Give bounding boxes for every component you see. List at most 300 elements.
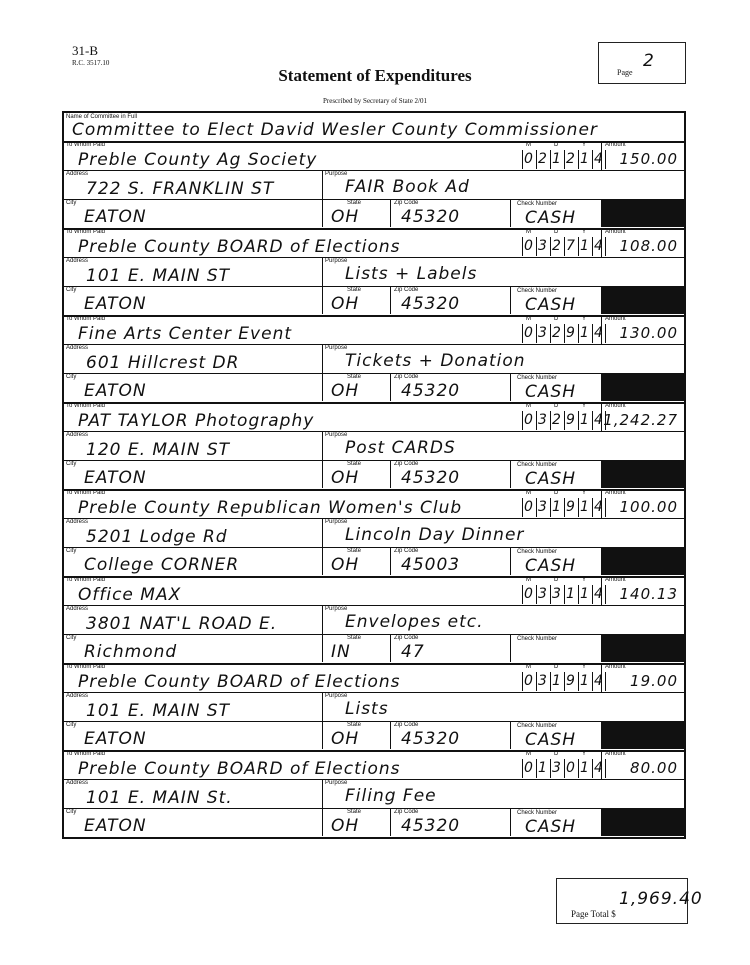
address-label: Address bbox=[66, 780, 89, 786]
day-label: D bbox=[554, 577, 559, 583]
to-whom-label: To Whom Paid bbox=[66, 664, 106, 670]
state-label: State bbox=[347, 287, 362, 293]
date-digit-box bbox=[550, 237, 564, 256]
committee-row bbox=[64, 113, 684, 143]
zip-cell bbox=[390, 634, 510, 662]
page-total-value: 1,969.40 bbox=[619, 889, 703, 909]
purpose-cell bbox=[322, 518, 684, 547]
date-digit-box bbox=[522, 324, 536, 343]
date-digit-box bbox=[522, 411, 536, 430]
expenditure-entry bbox=[64, 663, 684, 752]
date-digit-box bbox=[536, 324, 550, 343]
blacked-out-cell bbox=[601, 373, 684, 401]
to-whom-label: To Whom Paid bbox=[66, 490, 106, 496]
date-digit: 0 bbox=[524, 760, 533, 776]
address-value: 601 Hillcrest DR bbox=[86, 353, 240, 373]
date-digit-box bbox=[564, 324, 578, 343]
date-digit-box bbox=[522, 150, 536, 169]
city-label: City bbox=[66, 722, 77, 728]
check-value: CASH bbox=[525, 817, 577, 837]
amount-label: Amount bbox=[605, 403, 626, 409]
date-digit-box bbox=[550, 411, 564, 430]
zip-value: 45320 bbox=[401, 381, 461, 401]
amount-label: Amount bbox=[605, 490, 626, 496]
purpose-value: Tickets + Donation bbox=[345, 351, 526, 371]
blacked-out-cell bbox=[601, 634, 684, 662]
date-digit-box bbox=[578, 237, 592, 256]
date-digit: 0 bbox=[524, 499, 533, 515]
date-digit: 4 bbox=[594, 325, 603, 341]
committee-name: Committee to Elect David Wesler County Commissioner bbox=[72, 120, 598, 140]
day-label: D bbox=[554, 316, 559, 322]
purpose-label: Purpose bbox=[325, 606, 348, 612]
date-digit: 4 bbox=[594, 412, 603, 428]
blacked-out-cell bbox=[601, 721, 684, 749]
state-cell bbox=[322, 460, 390, 488]
date-digit: 4 bbox=[594, 238, 603, 254]
date-digit: 4 bbox=[594, 586, 603, 602]
payee-name: Preble County Republican Women's Club bbox=[78, 498, 463, 518]
date-digit-box bbox=[550, 324, 564, 343]
date-digit: 1 bbox=[580, 238, 589, 254]
date-digit: 1 bbox=[580, 586, 589, 602]
city-row bbox=[64, 721, 684, 749]
city-row bbox=[64, 199, 684, 227]
day-label: D bbox=[554, 142, 559, 148]
date-digit: 0 bbox=[524, 673, 533, 689]
amount-label: Amount bbox=[605, 229, 626, 235]
date-digit-box bbox=[564, 498, 578, 517]
date-digit: 1 bbox=[580, 412, 589, 428]
purpose-value: FAIR Book Ad bbox=[345, 177, 470, 197]
date-digit-box bbox=[578, 759, 592, 778]
zip-label: Zip Code bbox=[394, 809, 419, 815]
expenditure-entry bbox=[64, 315, 684, 404]
zip-cell bbox=[390, 460, 510, 488]
payee-name: Fine Arts Center Event bbox=[78, 324, 293, 344]
city-value: College CORNER bbox=[84, 555, 240, 575]
blacked-out-cell bbox=[601, 808, 684, 836]
purpose-cell bbox=[322, 170, 684, 199]
date-digit: 3 bbox=[538, 412, 547, 428]
payee-row bbox=[64, 576, 684, 606]
address-label: Address bbox=[66, 693, 89, 699]
page-label: Page bbox=[617, 68, 633, 77]
city-value: EATON bbox=[84, 294, 147, 314]
date-digit-box bbox=[564, 759, 578, 778]
date-digit: 3 bbox=[538, 238, 547, 254]
year-label: Y bbox=[582, 142, 587, 148]
state-label: State bbox=[347, 461, 362, 467]
month-label: M bbox=[526, 577, 531, 583]
date-digit: 1 bbox=[580, 151, 589, 167]
address-value: 3801 NAT'L ROAD E. bbox=[86, 614, 278, 634]
form-number: 31-B bbox=[72, 43, 98, 58]
page-total-box bbox=[556, 878, 703, 924]
address-label: Address bbox=[66, 606, 89, 612]
amount-cell bbox=[601, 663, 684, 692]
amount-value: 150.00 bbox=[619, 150, 678, 168]
city-row bbox=[64, 460, 684, 488]
check-number-label: Check Number bbox=[517, 288, 558, 294]
expenditure-entry bbox=[64, 141, 684, 230]
address-label: Address bbox=[66, 258, 89, 264]
state-label: State bbox=[347, 809, 362, 815]
zip-value: 45003 bbox=[401, 555, 461, 575]
address-row bbox=[64, 344, 684, 374]
to-whom-label: To Whom Paid bbox=[66, 229, 106, 235]
month-label: M bbox=[526, 229, 531, 235]
year-label: Y bbox=[582, 403, 587, 409]
check-number-label: Check Number bbox=[517, 201, 558, 207]
month-label: M bbox=[526, 490, 531, 496]
amount-value: 140.13 bbox=[619, 585, 678, 603]
city-row bbox=[64, 547, 684, 575]
year-label: Y bbox=[582, 229, 587, 235]
year-label: Y bbox=[582, 490, 587, 496]
date-digit: 9 bbox=[566, 499, 575, 515]
purpose-label: Purpose bbox=[325, 693, 348, 699]
date-digit: 4 bbox=[594, 499, 603, 515]
date-digit: 1 bbox=[580, 673, 589, 689]
zip-cell bbox=[390, 721, 510, 749]
address-value: 101 E. MAIN ST bbox=[86, 266, 231, 286]
address-label: Address bbox=[66, 345, 89, 351]
check-cell bbox=[510, 808, 601, 836]
date-digit-box bbox=[522, 759, 536, 778]
address-row bbox=[64, 170, 684, 200]
payee-row bbox=[64, 402, 684, 432]
date-digit: 1 bbox=[580, 325, 589, 341]
revised-code: R.C. 3517.10 bbox=[72, 59, 110, 67]
amount-value: 130.00 bbox=[619, 324, 678, 342]
expenditure-entry bbox=[64, 576, 684, 665]
amount-cell bbox=[601, 750, 684, 779]
to-whom-label: To Whom Paid bbox=[66, 142, 106, 148]
year-label: Y bbox=[582, 664, 587, 670]
date-digit-box bbox=[564, 237, 578, 256]
city-label: City bbox=[66, 809, 77, 815]
amount-label: Amount bbox=[605, 316, 626, 322]
zip-cell bbox=[390, 199, 510, 227]
payee-name: Preble County BOARD of Elections bbox=[78, 672, 401, 692]
amount-value: 100.00 bbox=[619, 498, 678, 516]
date-digit: 9 bbox=[566, 673, 575, 689]
month-label: M bbox=[526, 751, 531, 757]
address-value: 5201 Lodge Rd bbox=[86, 527, 228, 547]
purpose-cell bbox=[322, 605, 684, 634]
day-label: D bbox=[554, 664, 559, 670]
amount-value: 1,242.27 bbox=[603, 411, 678, 429]
page-number: 2 bbox=[643, 51, 655, 71]
zip-label: Zip Code bbox=[394, 200, 419, 206]
date-digit-box bbox=[578, 411, 592, 430]
amount-cell bbox=[601, 141, 684, 170]
date-digit-box bbox=[522, 237, 536, 256]
address-row bbox=[64, 518, 684, 548]
day-label: D bbox=[554, 751, 559, 757]
date-digit: 3 bbox=[552, 586, 561, 602]
date-digit: 2 bbox=[552, 412, 561, 428]
purpose-cell bbox=[322, 692, 684, 721]
date-digit-box bbox=[536, 150, 550, 169]
month-label: M bbox=[526, 316, 531, 322]
zip-cell bbox=[390, 547, 510, 575]
check-number-label: Check Number bbox=[517, 462, 558, 468]
check-cell bbox=[510, 286, 601, 314]
check-value: CASH bbox=[525, 208, 577, 228]
date-digit: 2 bbox=[566, 151, 575, 167]
date-digit: 1 bbox=[566, 586, 575, 602]
city-label: City bbox=[66, 461, 77, 467]
city-label: City bbox=[66, 200, 77, 206]
city-row bbox=[64, 286, 684, 314]
state-cell bbox=[322, 547, 390, 575]
state-label: State bbox=[347, 722, 362, 728]
purpose-label: Purpose bbox=[325, 258, 348, 264]
amount-cell bbox=[601, 315, 684, 344]
city-value: EATON bbox=[84, 816, 147, 836]
check-number-label: Check Number bbox=[517, 375, 558, 381]
state-label: State bbox=[347, 374, 362, 380]
zip-value: 45320 bbox=[401, 207, 461, 227]
state-value: OH bbox=[331, 381, 360, 401]
year-label: Y bbox=[582, 316, 587, 322]
check-cell bbox=[510, 373, 601, 401]
check-cell bbox=[510, 547, 601, 575]
date-digit: 0 bbox=[524, 151, 533, 167]
page-title: Statement of Expenditures bbox=[278, 66, 472, 85]
zip-cell bbox=[390, 373, 510, 401]
date-digit-box bbox=[550, 498, 564, 517]
city-value: EATON bbox=[84, 207, 147, 227]
date-digit-box bbox=[536, 759, 550, 778]
purpose-cell bbox=[322, 257, 684, 286]
state-cell bbox=[322, 373, 390, 401]
zip-value: 45320 bbox=[401, 294, 461, 314]
date-digit-box bbox=[564, 150, 578, 169]
date-digit-box bbox=[564, 411, 578, 430]
city-value: EATON bbox=[84, 468, 147, 488]
address-value: 101 E. MAIN ST bbox=[86, 701, 231, 721]
state-value: OH bbox=[331, 555, 360, 575]
zip-cell bbox=[390, 286, 510, 314]
purpose-label: Purpose bbox=[325, 780, 348, 786]
date-digit: 9 bbox=[566, 325, 575, 341]
zip-label: Zip Code bbox=[394, 548, 419, 554]
date-digit-box bbox=[564, 585, 578, 604]
date-digit: 3 bbox=[552, 760, 561, 776]
city-label: City bbox=[66, 287, 77, 293]
blacked-out-cell bbox=[601, 199, 684, 227]
zip-value: 45320 bbox=[401, 468, 461, 488]
state-cell bbox=[322, 721, 390, 749]
date-digit: 2 bbox=[552, 238, 561, 254]
payee-row bbox=[64, 228, 684, 258]
date-digit-box bbox=[536, 672, 550, 691]
amount-label: Amount bbox=[605, 142, 626, 148]
address-row bbox=[64, 779, 684, 809]
state-value: IN bbox=[331, 642, 351, 662]
date-digit: 4 bbox=[594, 760, 603, 776]
payee-row bbox=[64, 315, 684, 345]
state-label: State bbox=[347, 635, 362, 641]
date-digit: 1 bbox=[580, 760, 589, 776]
date-digit: 4 bbox=[594, 673, 603, 689]
date-digit: 2 bbox=[552, 325, 561, 341]
blacked-out-cell bbox=[601, 286, 684, 314]
check-cell bbox=[510, 199, 601, 227]
zip-label: Zip Code bbox=[394, 374, 419, 380]
check-cell bbox=[510, 721, 601, 749]
date-digit: 7 bbox=[566, 238, 575, 254]
date-digit-box bbox=[578, 585, 592, 604]
check-cell bbox=[510, 460, 601, 488]
expenditure-entry bbox=[64, 402, 684, 491]
city-label: City bbox=[66, 635, 77, 641]
date-digit-box bbox=[522, 672, 536, 691]
purpose-label: Purpose bbox=[325, 519, 348, 525]
to-whom-label: To Whom Paid bbox=[66, 403, 106, 409]
city-row bbox=[64, 808, 684, 836]
date-digit: 0 bbox=[524, 238, 533, 254]
page-number-box bbox=[598, 42, 686, 84]
date-digit-box bbox=[578, 672, 592, 691]
date-digit: 3 bbox=[538, 499, 547, 515]
date-digit: 3 bbox=[538, 325, 547, 341]
date-digit-box bbox=[536, 411, 550, 430]
check-value: CASH bbox=[525, 295, 577, 315]
year-label: Y bbox=[582, 751, 587, 757]
check-value: CASH bbox=[525, 382, 577, 402]
date-digit: 1 bbox=[552, 673, 561, 689]
date-digit-box bbox=[550, 150, 564, 169]
date-digit: 3 bbox=[538, 673, 547, 689]
date-digit-box bbox=[564, 672, 578, 691]
city-row bbox=[64, 634, 684, 662]
month-label: M bbox=[526, 142, 531, 148]
check-number-label: Check Number bbox=[517, 810, 558, 816]
city-value: EATON bbox=[84, 729, 147, 749]
blacked-out-cell bbox=[601, 547, 684, 575]
to-whom-label: To Whom Paid bbox=[66, 316, 106, 322]
address-value: 722 S. FRANKLIN ST bbox=[86, 179, 275, 199]
zip-label: Zip Code bbox=[394, 722, 419, 728]
date-digit: 4 bbox=[594, 151, 603, 167]
amount-value: 108.00 bbox=[619, 237, 678, 255]
city-row bbox=[64, 373, 684, 401]
check-value: CASH bbox=[525, 556, 577, 576]
date-digit-box bbox=[522, 498, 536, 517]
zip-value: 45320 bbox=[401, 729, 461, 749]
amount-label: Amount bbox=[605, 577, 626, 583]
expenditure-entry bbox=[64, 489, 684, 578]
date-digit: 1 bbox=[580, 499, 589, 515]
date-digit-box bbox=[522, 585, 536, 604]
committee-label: Name of Committee in Full bbox=[66, 114, 138, 120]
address-row bbox=[64, 605, 684, 635]
purpose-value: Lists + Labels bbox=[345, 264, 478, 284]
date-digit: 1 bbox=[538, 760, 547, 776]
expenditures-form bbox=[62, 111, 686, 839]
purpose-value: Lists bbox=[345, 699, 389, 719]
check-number-label: Check Number bbox=[517, 636, 558, 642]
address-row bbox=[64, 431, 684, 461]
check-number-label: Check Number bbox=[517, 549, 558, 555]
address-value: 101 E. MAIN St. bbox=[86, 788, 233, 808]
check-number-label: Check Number bbox=[517, 723, 558, 729]
state-cell bbox=[322, 808, 390, 836]
address-label: Address bbox=[66, 519, 89, 525]
purpose-value: Lincoln Day Dinner bbox=[345, 525, 525, 545]
zip-label: Zip Code bbox=[394, 635, 419, 641]
check-value: CASH bbox=[525, 469, 577, 489]
state-value: OH bbox=[331, 468, 360, 488]
date-digit-box bbox=[550, 672, 564, 691]
zip-label: Zip Code bbox=[394, 287, 419, 293]
purpose-cell bbox=[322, 779, 684, 808]
payee-name: Preble County Ag Society bbox=[78, 150, 318, 170]
state-cell bbox=[322, 286, 390, 314]
date-digit: 9 bbox=[566, 412, 575, 428]
payee-row bbox=[64, 141, 684, 171]
day-label: D bbox=[554, 403, 559, 409]
date-digit: 1 bbox=[552, 499, 561, 515]
purpose-value: Envelopes etc. bbox=[345, 612, 484, 632]
date-digit: 0 bbox=[566, 760, 575, 776]
date-digit-box bbox=[536, 237, 550, 256]
date-digit: 3 bbox=[538, 586, 547, 602]
date-digit-box bbox=[536, 498, 550, 517]
day-label: D bbox=[554, 229, 559, 235]
payee-row bbox=[64, 489, 684, 519]
expenditure-entry bbox=[64, 750, 684, 837]
city-label: City bbox=[66, 374, 77, 380]
expenditure-entry bbox=[64, 228, 684, 317]
payee-row bbox=[64, 663, 684, 693]
amount-value: 80.00 bbox=[630, 759, 678, 777]
to-whom-label: To Whom Paid bbox=[66, 577, 106, 583]
date-digit: 0 bbox=[524, 412, 533, 428]
day-label: D bbox=[554, 490, 559, 496]
amount-cell bbox=[601, 402, 684, 431]
payee-row bbox=[64, 750, 684, 780]
payee-name: PAT TAYLOR Photography bbox=[78, 411, 315, 431]
purpose-value: Post CARDS bbox=[345, 438, 456, 458]
to-whom-label: To Whom Paid bbox=[66, 751, 106, 757]
purpose-cell bbox=[322, 431, 684, 460]
city-value: EATON bbox=[84, 381, 147, 401]
check-cell bbox=[510, 634, 601, 662]
amount-label: Amount bbox=[605, 751, 626, 757]
date-digit: 0 bbox=[524, 325, 533, 341]
date-digit-box bbox=[550, 585, 564, 604]
purpose-label: Purpose bbox=[325, 432, 348, 438]
state-value: OH bbox=[331, 816, 360, 836]
date-digit: 2 bbox=[538, 151, 547, 167]
date-digit-box bbox=[550, 759, 564, 778]
state-label: State bbox=[347, 548, 362, 554]
date-digit-box bbox=[536, 585, 550, 604]
amount-cell bbox=[601, 489, 684, 518]
amount-cell bbox=[601, 228, 684, 257]
address-row bbox=[64, 692, 684, 722]
payee-name: Preble County BOARD of Elections bbox=[78, 759, 401, 779]
state-cell bbox=[322, 199, 390, 227]
zip-cell bbox=[390, 808, 510, 836]
date-digit-box bbox=[578, 498, 592, 517]
amount-label: Amount bbox=[605, 664, 626, 670]
